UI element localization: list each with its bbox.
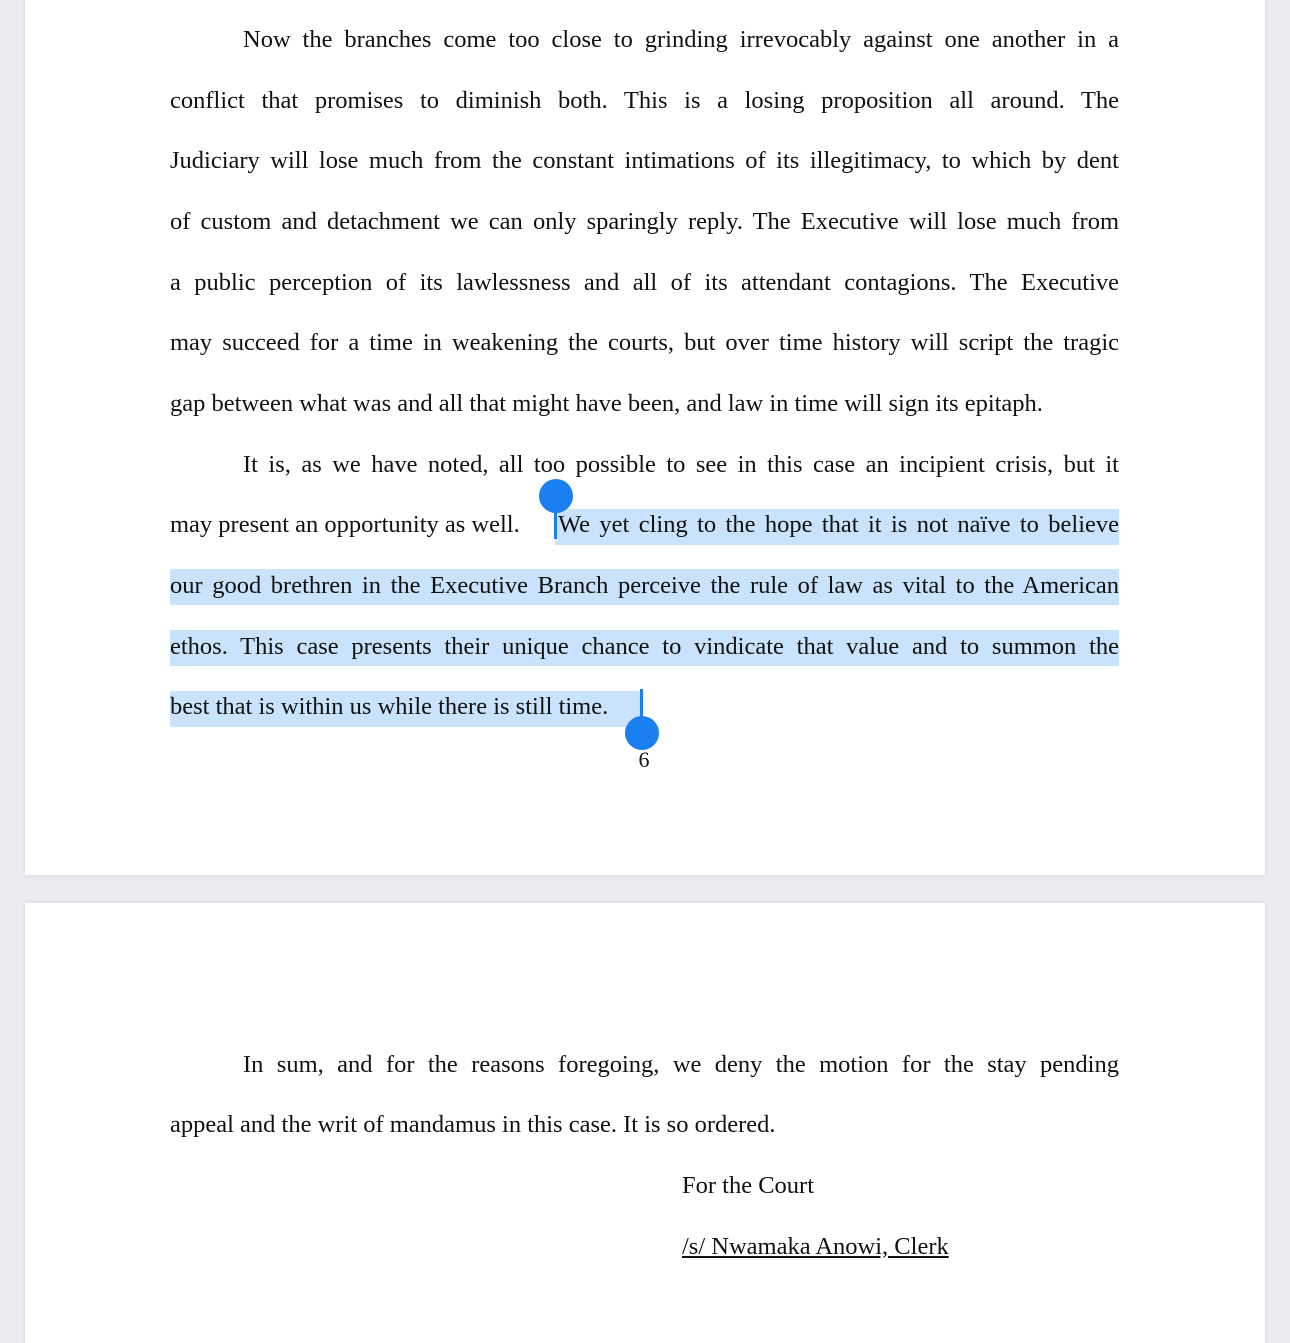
paragraph-1-line-4: of custom and detachment we can only sparingly reply. The Executive will lose much from — [170, 208, 1119, 235]
closing-paragraph-line-2: appeal and the writ of mandamus in this case. It is so ordered. — [170, 1111, 776, 1138]
signature-line: /s/ Nwamaka Anowi, Clerk — [682, 1233, 949, 1260]
document-page-1 — [25, 0, 1265, 875]
paragraph-1-line-6: may succeed for a time in weakening the courts, but over time history will script the tragic — [170, 329, 1119, 356]
paragraph-2-line-5[interactable]: best that is within us while there is still time. — [170, 693, 609, 720]
page-number: 6 — [638, 747, 650, 772]
document-page-2 — [25, 903, 1265, 1343]
paragraph-1-line-5: a public perception of its lawlessness and all of its attendant contagions. The Executive — [170, 269, 1119, 296]
selection-end-handle[interactable] — [625, 716, 659, 750]
paragraph-1-line-2: conflict that promises to diminish both. This is a losing proposition all around. The — [170, 87, 1119, 114]
unselected-text: may present an opportunity as well. — [170, 511, 520, 538]
signature-heading: For the Court — [682, 1172, 815, 1199]
selection-start-caret — [554, 507, 557, 539]
paragraph-1-line-3: Judiciary will lose much from the constant intimations of its illegitimacy, to which by dent — [170, 147, 1119, 174]
paragraph-2-line-3[interactable]: our good brethren in the Executive Branch perceive the rule of law as vital to the American — [170, 572, 1119, 599]
selected-text-start[interactable]: We yet cling to the hope that it is not naïve to believe — [558, 511, 1119, 538]
paragraph-1-line-7: gap between what was and all that might have been, and law in time will sign its epitaph. — [170, 390, 1043, 417]
paragraph-2-line-1: It is, as we have noted, all too possible to see in this case an incipient crisis, but it — [243, 451, 1119, 478]
closing-paragraph-line-1: In sum, and for the reasons foregoing, we deny the motion for the stay pending — [243, 1051, 1119, 1078]
paragraph-2-line-4[interactable]: ethos. This case presents their unique chance to vindicate that value and to summon the — [170, 633, 1119, 660]
paragraph-1-line-1: Now the branches come too close to grinding irrevocably against one another in a — [243, 26, 1119, 53]
paragraph-2-line-2 — [170, 507, 1119, 543]
